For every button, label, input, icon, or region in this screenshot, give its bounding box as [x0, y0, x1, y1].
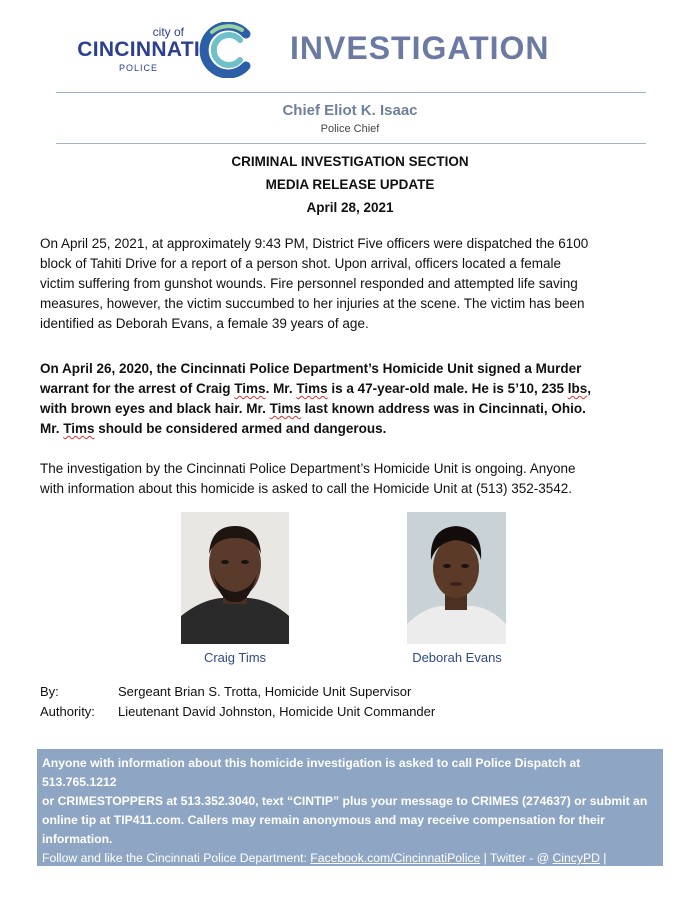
warrant-line-3: with brown eyes and black hair. Mr. Tims last known address was in Cincinnati, Ohio.: [40, 401, 586, 416]
by-row: [40, 684, 411, 699]
incident-line-2: block of Tahiti Drive for a report of a person shot. Upon arrival, officers located a female: [40, 256, 562, 271]
section-heading: CRIMINAL INVESTIGATION SECTION: [231, 154, 469, 169]
release-date: April 28, 2021: [306, 200, 394, 215]
warrant-paragraph: [40, 359, 664, 439]
instagram-link[interactable]: Instagram.com/CincinnatiPolice: [202, 870, 374, 884]
suspect-caption: Craig Tims: [203, 650, 267, 665]
warrant-line-4: Mr. Tims should be considered armed and dangerous.: [40, 421, 387, 436]
chief-title: Police Chief: [320, 123, 380, 135]
suspect-photo: [181, 512, 289, 644]
cincinnati-police-logo: [48, 22, 268, 82]
by-label: By:: [40, 684, 59, 699]
tip-line-1: Anyone with information about this homicide investigation is asked to call Police Dispatch at 513.765.1212: [42, 756, 581, 789]
tip-info-box: [37, 749, 663, 884]
logo-name-text: CINCINNATI: [77, 38, 200, 61]
warrant-line-1: On April 26, 2020, the Cincinnati Police Department’s Homicide Unit signed a Murder: [40, 361, 582, 376]
logo-police-text: POLICE: [118, 63, 158, 73]
by-value: Sergeant Brian S. Trotta, Homicide Unit Supervisor: [118, 684, 412, 699]
authority-row: [40, 704, 435, 719]
victim-caption: Deborah Evans: [412, 650, 502, 665]
tip-line-2: or CRIMESTOPPERS at 513.352.3040, text “CINTIP” plus your message to CRIMES (274637) or submit an: [42, 794, 648, 808]
incident-line-4: measures, however, the victim succumbed to her injuries at the scene. The victim has been: [40, 296, 585, 311]
incident-line-3: victim suffering from gunshot wounds. Fire personnel responded and attempted life saving: [40, 276, 578, 291]
incident-line-5: identified as Deborah Evans, a female 39 years of age.: [40, 316, 369, 331]
release-heading: MEDIA RELEASE UPDATE: [265, 177, 435, 192]
authority-label: Authority:: [40, 704, 95, 719]
logo-city-text: city of: [152, 25, 184, 39]
incident-line-1: On April 25, 2021, at approximately 9:43 PM, District Five officers were dispatched the 6100: [40, 236, 589, 251]
tip-line-4: information.: [42, 832, 113, 846]
logo-c-mark-icon: [198, 22, 260, 78]
authority-value: Lieutenant David Johnston, Homicide Unit Commander: [118, 704, 436, 719]
header-divider-bottom: [56, 143, 646, 144]
header-divider-top: [56, 92, 646, 93]
warrant-line-2: warrant for the arrest of Craig Tims. Mr. Tims is a 47-year-old male. He is 5’10, 235 lbs,: [40, 381, 592, 396]
facebook-link[interactable]: Facebook.com/CincinnatiPolice: [310, 851, 481, 865]
twitter-link[interactable]: CincyPD: [552, 851, 600, 865]
incident-paragraph: [40, 234, 664, 334]
social-line-1: Follow and like the Cincinnati Police Department: Facebook.com/CincinnatiPolice | Twitter - @ CincyPD |: [42, 851, 607, 865]
victim-photo: [407, 512, 506, 644]
ongoing-line-1: The investigation by the Cincinnati Police Department’s Homicide Unit is ongoing. Anyone: [40, 461, 576, 476]
social-line-2: Nextdoor - Cincinnati Police | Instagram.com/CincinnatiPolice: [42, 870, 374, 884]
ongoing-line-2: with information about this homicide is asked to call the Homicide Unit at (513) 352-3542.: [40, 481, 573, 496]
chief-name: Chief Eliot K. Isaac: [282, 102, 418, 119]
nextdoor-link[interactable]: Nextdoor: [42, 870, 92, 884]
page-title: INVESTIGATION: [290, 30, 550, 66]
ongoing-paragraph: [40, 459, 664, 499]
tip-line-3: online tip at TIP411.com. Callers may remain anonymous and may receive compensation for their: [42, 813, 605, 827]
